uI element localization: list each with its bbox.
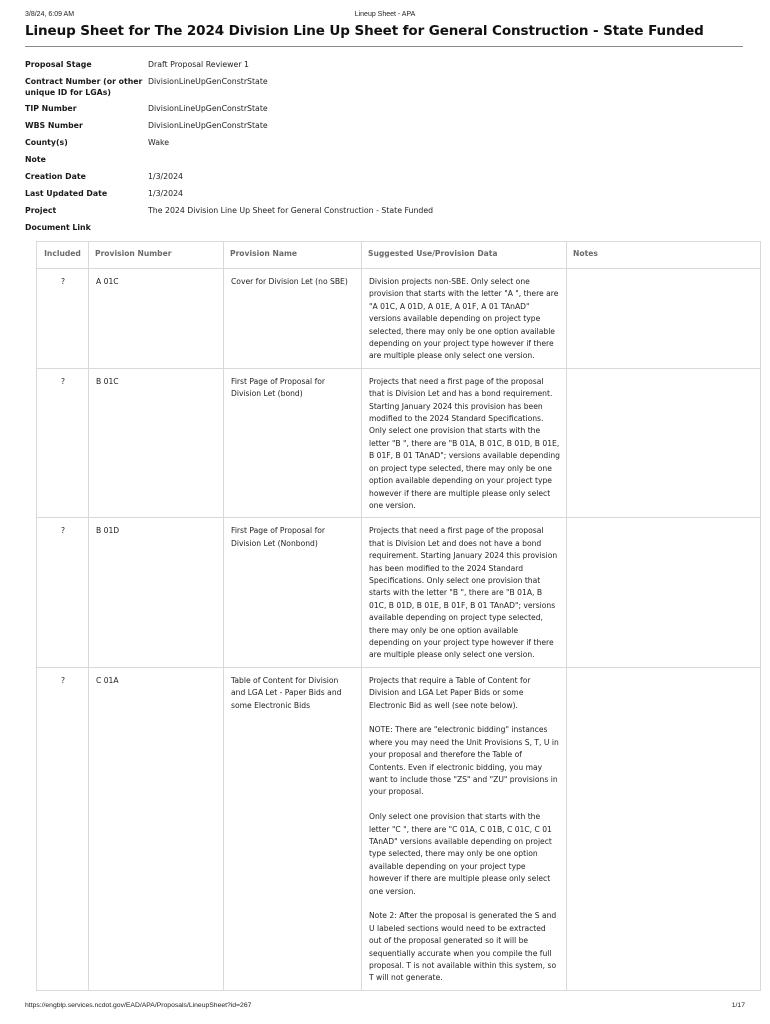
meta-row [25, 76, 743, 98]
notes-cell [567, 518, 761, 667]
provision-name-cell: Cover for Division Let (no SBE) [224, 269, 362, 369]
meta-row [25, 222, 743, 234]
provision-number-cell: B 01D [89, 518, 224, 667]
provision-number-cell: B 01C [89, 368, 224, 517]
meta-row [25, 188, 743, 200]
print-url: https://engblp.services.ncdot.gov/EAD/APA/Proposals/LineupSheet?id=267 [25, 1002, 252, 1009]
title-divider [25, 46, 743, 47]
suggested-use-paragraph: Projects that need a first page of the proposal that is Division Let and has a bond requirement. Starting January 2024 this provision has been modified to the 2024 Standard Specifications. Only select one provision that starts with the letter "B ", there are "B 01A, B 01C, B 01D, B 01E, B 01F, B 01 TAnAD"; versions available depending on project type selected, there may only be one option available depending on your project type however if there are multiple please only select one version. [369, 376, 560, 510]
meta-label: WBS Number [25, 121, 83, 130]
suggested-use-paragraph: Division projects non-SBE. Only select one provision that starts with the letter "A ", there are "A 01C, A 01D, A 01E, A 01F, A 01 TAnAD" versions available depending on project type selected, there may only be one option available depending on your project type however if there are multiple please only select one version. [369, 277, 559, 361]
meta-value: Draft Proposal Reviewer 1 [148, 60, 249, 69]
meta-value: 1/3/2024 [148, 189, 184, 198]
meta-label: Creation Date [25, 172, 86, 181]
meta-row [25, 120, 743, 132]
header-provision-number: Provision Number [89, 242, 224, 269]
provision-name-cell: First Page of Proposal for Division Let (bond) [224, 368, 362, 517]
meta-row [25, 103, 743, 115]
meta-label: Proposal Stage [25, 60, 92, 69]
notes-cell [567, 269, 761, 369]
provision-name-cell: First Page of Proposal for Division Let (Nonbond) [224, 518, 362, 667]
meta-value: DivisionLineUpGenConstrState [148, 104, 268, 113]
meta-row [25, 137, 743, 149]
meta-value: DivisionLineUpGenConstrState [148, 121, 268, 130]
suggested-use-paragraph: Projects that need a first page of the proposal that is Division Let and does not have a bond requirement. Starting January 2024 this provision has been modified to the 2024 Standard Specifications. Only select one provision that starts with the letter "B ", there are "B 01A, B 01C, B 01D, B 01E, B 01F, B 01 TAnAD"; versions available depending on project type selected, there may only be one option available depending on your project type however if there are multiple please only select one version. [369, 526, 558, 660]
suggested-use-paragraph: Note 2: After the proposal is generated the S and U labeled sections would need to be extracted out of the proposal generated so it will be sequentially accurate when you compile the full proposal. T is not available within this system, so T will not generate. [369, 911, 557, 983]
meta-label: Document Link [25, 223, 91, 232]
meta-label: County(s) [25, 138, 68, 147]
header-included: Included [37, 242, 89, 269]
meta-label: Contract Number (or other unique ID for LGAs) [25, 77, 143, 97]
lineup-table [36, 241, 761, 991]
table-header-row [37, 242, 761, 269]
meta-label: TIP Number [25, 104, 77, 113]
suggested-use-paragraph: Projects that require a Table of Content for Division and LGA Let Paper Bids or some Electronic Bid as well (see note below). [369, 675, 531, 710]
included-cell: ? [37, 269, 89, 369]
meta-label: Last Updated Date [25, 189, 108, 198]
meta-value [148, 154, 743, 166]
suggested-use-cell [362, 269, 567, 369]
meta-row [25, 205, 743, 217]
meta-value: The 2024 Division Line Up Sheet for General Construction - State Funded [148, 206, 434, 215]
table-row [37, 518, 761, 667]
included-cell: ? [37, 368, 89, 517]
print-page-title: Lineup Sheet - APA [354, 11, 416, 18]
suggested-use-paragraph: NOTE: There are "electronic bidding" instances where you may need the Unit Provisions S, T, U in your proposal and therefore the Table of Contents. Even if electronic bidding, you may want to include those "ZS" and "ZU" provisions in your proposal. [369, 725, 559, 797]
table-row [37, 269, 761, 369]
meta-row [25, 59, 743, 71]
provision-number-cell: C 01A [89, 667, 224, 990]
suggested-use-cell [362, 518, 567, 667]
meta-row [25, 154, 743, 166]
print-header [25, 11, 745, 21]
print-datetime: 3/8/24, 6:09 AM [25, 11, 75, 18]
table-row [37, 667, 761, 990]
suggested-use-cell [362, 368, 567, 517]
suggested-use-cell [362, 667, 567, 990]
print-footer [25, 1002, 745, 1012]
meta-label: Note [25, 155, 46, 164]
page-title: Lineup Sheet for The 2024 Division Line Up Sheet for General Construction - State Funded [25, 23, 704, 39]
print-page-number: 1/17 [731, 1002, 745, 1009]
suggested-use-paragraph: Only select one provision that starts with the letter "C ", there are "C 01A, C 01B, C 01C, C 01 TAnAD" versions available depending on project type selected, there may only be one option available depending on your project type however if there are multiple please only select one version. [369, 812, 552, 896]
meta-value: Wake [148, 138, 170, 147]
provision-name-cell: Table of Content for Division and LGA Let - Paper Bids and some Electronic Bids [224, 667, 362, 990]
header-suggested-use: Suggested Use/Provision Data [362, 242, 567, 269]
included-cell: ? [37, 667, 89, 990]
table-row [37, 368, 761, 517]
proposal-metadata [25, 59, 743, 239]
meta-value: DivisionLineUpGenConstrState [148, 77, 268, 86]
provision-number-cell: A 01C [89, 269, 224, 369]
notes-cell [567, 368, 761, 517]
meta-value [148, 222, 743, 234]
header-provision-name: Provision Name [224, 242, 362, 269]
meta-label: Project [25, 206, 57, 215]
included-cell: ? [37, 518, 89, 667]
meta-value: 1/3/2024 [148, 172, 184, 181]
notes-cell [567, 667, 761, 990]
meta-row [25, 171, 743, 183]
header-notes: Notes [567, 242, 761, 269]
